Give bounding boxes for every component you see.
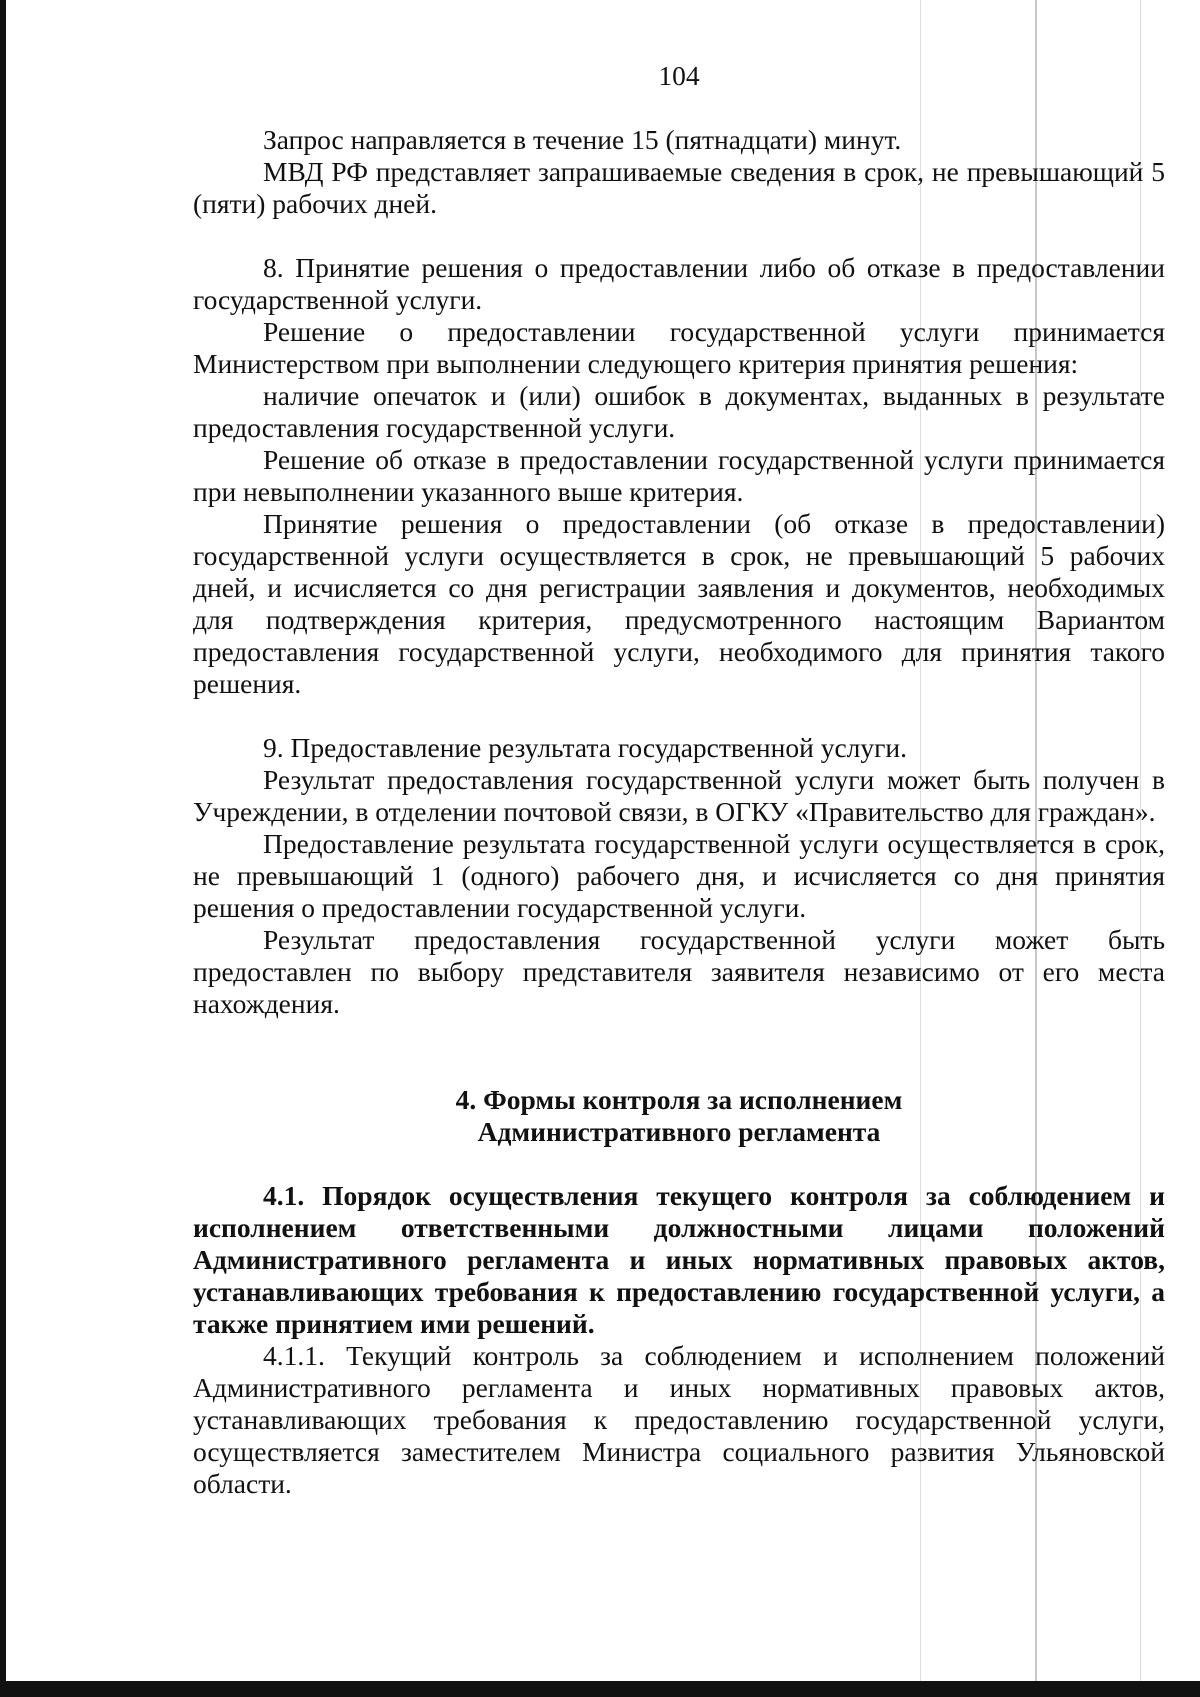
document-page	[193, 60, 1165, 1500]
page-number: 104	[658, 60, 700, 91]
section-heading-line: 4. Формы контроля за исполнением	[455, 1084, 903, 1115]
scan-left-border	[0, 0, 6, 1697]
paragraph: Решение о предоставлении государственной услуги принимается Министерством при выполнении следующего критерия принятия решения:	[193, 316, 1165, 379]
paragraph: 8. Принятие решения о предоставлении либо об отказе в предоставлении государственной услуги.	[193, 252, 1165, 315]
scan-bottom-border	[0, 1681, 1200, 1697]
paragraph: Решение об отказе в предоставлении государственной услуги принимается при невыполнении указанного выше критерия.	[193, 444, 1165, 507]
paragraph: Результат предоставления государственной услуги может быть предоставлен по выбору представителя заявителя независимо от его места нахождения.	[193, 924, 1165, 1019]
section-heading	[193, 1084, 1165, 1148]
subsection-heading: 4.1. Порядок осуществления текущего контроля за соблюдением и исполнением ответственными должностными лицами положений Административного регламента и иных нормативных правовых актов, устанавливающих требования к предоставлению государственной услуги, а также принятием ими решений.	[193, 1180, 1165, 1339]
paragraph: Запрос направляется в течение 15 (пятнадцати) минут.	[263, 124, 902, 155]
paragraph: Предоставление результата государственной услуги осуществляется в срок, не превышающий 1 (одного) рабочего дня, и исчисляется со дня принятия решения о предоставлении государственной услуги.	[193, 828, 1165, 923]
paragraph: Результат предоставления государственной услуги может быть получен в Учреждении, в отделении почтовой связи, в ОГКУ «Правительство для граждан».	[193, 764, 1165, 827]
section-heading-line: Административного регламента	[477, 1116, 881, 1147]
paragraph: наличие опечаток и (или) ошибок в документах, выданных в результате предоставления государственной услуги.	[193, 380, 1165, 443]
paragraph: Принятие решения о предоставлении (об отказе в предоставлении) государственной услуги осуществляется в срок, не превышающий 5 рабочих дней, и исчисляется со дня регистрации заявления и документов, необходимых для подтверждения критерия, предусмотренного настоящим Вариантом предоставления государственной услуги, необходимого для принятия такого решения.	[193, 508, 1165, 699]
spacer	[193, 1020, 1165, 1052]
paragraph: МВД РФ представляет запрашиваемые сведения в срок, не превышающий 5 (пяти) рабочих дней.	[193, 156, 1165, 219]
spacer	[193, 1052, 1165, 1084]
spacer	[193, 220, 1165, 252]
subsection-paragraph: 4.1.1. Текущий контроль за соблюдением и исполнением положений Административного регламента и иных нормативных правовых актов, устанавливающих требования к предоставлению государственной услуги, осуществляется заместителем Министра социального развития Ульяновской области.	[193, 1340, 1165, 1499]
spacer	[193, 1148, 1165, 1180]
spacer	[193, 700, 1165, 732]
paragraph: 9. Предоставление результата государственной услуги.	[263, 732, 907, 763]
